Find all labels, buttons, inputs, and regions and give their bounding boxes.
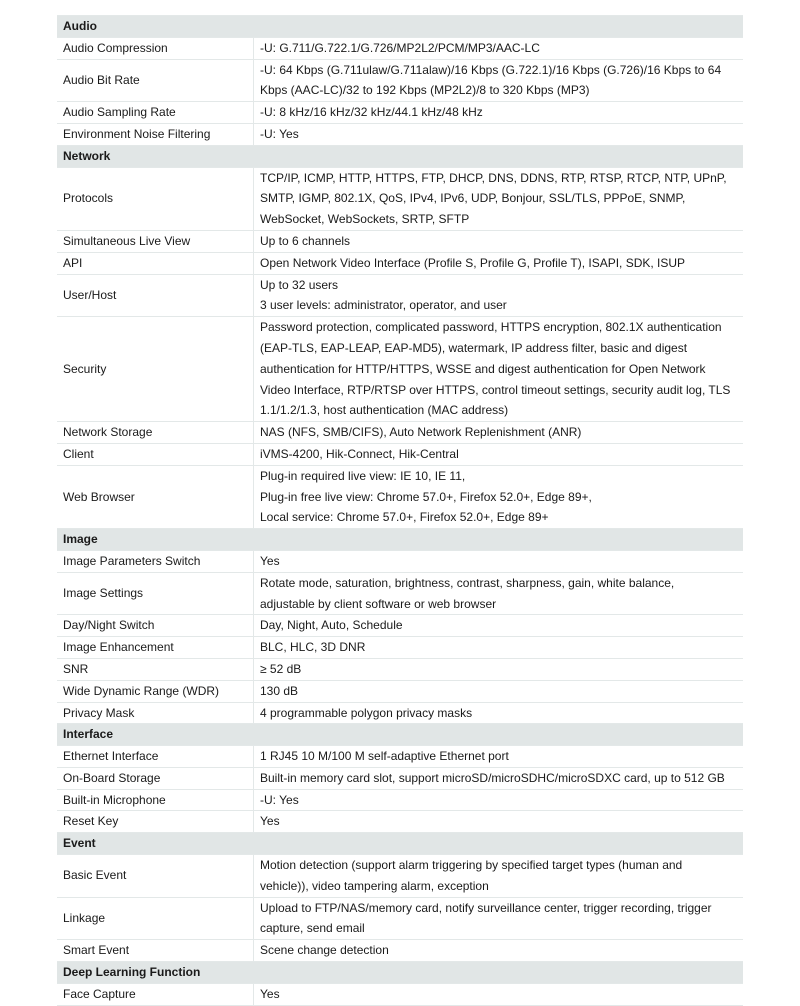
spec-label: Web Browser [57,465,254,528]
spec-value-line: -U: 8 kHz/16 kHz/32 kHz/44.1 kHz/48 kHz [260,105,483,120]
spec-value [254,37,744,59]
spec-value [254,252,744,274]
spec-row [57,123,743,145]
spec-value-line: vehicle)), video tampering alarm, exception [260,878,489,893]
spec-row [57,637,743,659]
spec-value [254,983,744,1005]
spec-row [57,443,743,465]
section-title: Interface [57,724,743,746]
spec-row [57,680,743,702]
spec-value-line: Rotate mode, saturation, brightness, contrast, sharpness, gain, white balance, [260,575,675,590]
spec-value [254,940,744,962]
spec-row [57,940,743,962]
spec-value [254,317,744,422]
spec-row [57,167,743,230]
spec-value [254,637,744,659]
spec-value-line: -U: Yes [260,126,299,141]
spec-label: Face Capture [57,983,254,1005]
section-title: Network [57,145,743,167]
spec-label: Privacy Mask [57,702,254,724]
spec-value [254,811,744,833]
spec-label: Audio Compression [57,37,254,59]
spec-row [57,274,743,317]
spec-value-line: Plug-in required live view: IE 10, IE 11, [260,468,466,483]
spec-value-line: Kbps (AAC-LC)/32 to 192 Kbps (MP2L2)/8 to 320 Kbps (MP3) [260,83,590,98]
spec-value-line: ≥ 52 dB [260,661,302,676]
spec-value [254,746,744,768]
spec-value-line: -U: Yes [260,792,299,807]
spec-value [254,102,744,124]
spec-value-line: Up to 6 channels [260,233,351,248]
spec-label: Basic Event [57,855,254,898]
spec-value-line: Yes [260,814,280,829]
spec-value [254,658,744,680]
spec-value [254,274,744,317]
spec-label: Audio Sampling Rate [57,102,254,124]
spec-value [254,550,744,572]
spec-label: Ethernet Interface [57,746,254,768]
spec-value-line: Day, Night, Auto, Schedule [260,618,403,633]
spec-value-line: Yes [260,553,280,568]
spec-table-body [57,16,743,1006]
spec-table [57,15,743,1006]
spec-value [254,572,744,615]
spec-value [254,615,744,637]
section-header-row [57,529,743,551]
section-title: Audio [57,16,743,38]
spec-value-line: 1 RJ45 10 M/100 M self-adaptive Ethernet port [260,749,509,764]
section-header-row [57,16,743,38]
spec-label: Linkage [57,897,254,940]
spec-value-line: Upload to FTP/NAS/memory card, notify surveillance center, trigger recording, trigger [260,900,712,915]
spec-row [57,855,743,898]
spec-value-line: Password protection, complicated password, HTTPS encryption, 802.1X authentication [260,320,722,335]
spec-label: Client [57,443,254,465]
spec-value-line: (EAP-TLS, EAP-LEAP, EAP-MD5), watermark, IP address filter, basic and digest [260,340,688,355]
spec-value-line: Yes [260,986,280,1001]
spec-label: Network Storage [57,422,254,444]
spec-value [254,443,744,465]
spec-value [254,702,744,724]
spec-value-line: Built-in memory card slot, support microSD/microSDHC/microSDXC card, up to 512 GB [260,770,725,785]
spec-value-line: -U: G.711/G.722.1/G.726/MP2L2/PCM/MP3/AAC-LC [260,40,540,55]
spec-value-line: Video Interface, RTP/RTSP over HTTPS, control timeout settings, security audit log, TLS [260,382,731,397]
spec-label: Wide Dynamic Range (WDR) [57,680,254,702]
spec-label: On-Board Storage [57,767,254,789]
section-header-row [57,145,743,167]
spec-value-line: Up to 32 users [260,277,339,292]
spec-row [57,615,743,637]
spec-value-line: Open Network Video Interface (Profile S, Profile G, Profile T), ISAPI, SDK, ISUP [260,255,686,270]
spec-label: Simultaneous Live View [57,230,254,252]
spec-label: Image Enhancement [57,637,254,659]
section-header-row [57,962,743,984]
spec-value [254,422,744,444]
spec-label: Protocols [57,167,254,230]
section-title: Event [57,833,743,855]
spec-row [57,422,743,444]
spec-value [254,167,744,230]
spec-label: Smart Event [57,940,254,962]
spec-value [254,230,744,252]
spec-label: Environment Noise Filtering [57,123,254,145]
spec-value-line: Local service: Chrome 57.0+, Firefox 52.0+, Edge 89+ [260,510,549,525]
spec-label: Security [57,317,254,422]
spec-row [57,658,743,680]
spec-row [57,767,743,789]
spec-value [254,680,744,702]
spec-value-line: BLC, HLC, 3D DNR [260,640,366,655]
spec-label: Audio Bit Rate [57,59,254,102]
spec-value-line: 3 user levels: administrator, operator, and user [260,298,507,313]
spec-row [57,37,743,59]
spec-value-line: -U: 64 Kbps (G.711ulaw/G.711alaw)/16 Kbps (G.722.1)/16 Kbps (G.726)/16 Kbps to 64 [260,62,722,77]
spec-row [57,550,743,572]
spec-value [254,767,744,789]
spec-label: Image Settings [57,572,254,615]
spec-value-line: adjustable by client software or web browser [260,596,497,611]
spec-row [57,702,743,724]
spec-value-line: WebSocket, WebSockets, SRTP, SFTP [260,212,470,227]
spec-row [57,59,743,102]
spec-value-line: SMTP, IGMP, 802.1X, QoS, IPv4, IPv6, UDP, Bonjour, SSL/TLS, PPPoE, SNMP, [260,191,686,206]
spec-value-line: authentication for HTTP/HTTPS, WSSE and digest authentication for Open Network [260,361,706,376]
section-header-row [57,724,743,746]
spec-value-line: 1.1/1.2/1.3, host authentication (MAC address) [260,403,509,418]
spec-label: Reset Key [57,811,254,833]
spec-row [57,983,743,1005]
spec-value [254,855,744,898]
spec-value-line: Scene change detection [260,943,389,958]
spec-label: Built-in Microphone [57,789,254,811]
spec-row [57,746,743,768]
spec-value-line: Plug-in free live view: Chrome 57.0+, Firefox 52.0+, Edge 89+, [260,489,592,504]
section-header-row [57,833,743,855]
spec-row [57,897,743,940]
spec-label: SNR [57,658,254,680]
spec-value-line: NAS (NFS, SMB/CIFS), Auto Network Replenishment (ANR) [260,425,582,440]
spec-label: User/Host [57,274,254,317]
spec-label: API [57,252,254,274]
spec-label: Image Parameters Switch [57,550,254,572]
spec-row [57,102,743,124]
spec-row [57,317,743,422]
spec-row [57,811,743,833]
spec-label: Day/Night Switch [57,615,254,637]
spec-value [254,465,744,528]
spec-value [254,59,744,102]
spec-value [254,897,744,940]
spec-value-line: 4 programmable polygon privacy masks [260,705,473,720]
spec-row [57,465,743,528]
section-title: Image [57,529,743,551]
spec-value [254,789,744,811]
spec-row [57,230,743,252]
section-title: Deep Learning Function [57,962,743,984]
spec-value-line: Motion detection (support alarm triggering by specified target types (human and [260,858,683,873]
spec-row [57,252,743,274]
spec-row [57,572,743,615]
spec-value-line: TCP/IP, ICMP, HTTP, HTTPS, FTP, DHCP, DNS, DDNS, RTP, RTSP, RTCP, NTP, UPnP, [260,170,727,185]
spec-value-line: 130 dB [260,683,299,698]
spec-value-line: capture, send email [260,921,365,936]
spec-value-line: iVMS-4200, Hik-Connect, Hik-Central [260,446,459,461]
spec-value [254,123,744,145]
spec-row [57,789,743,811]
